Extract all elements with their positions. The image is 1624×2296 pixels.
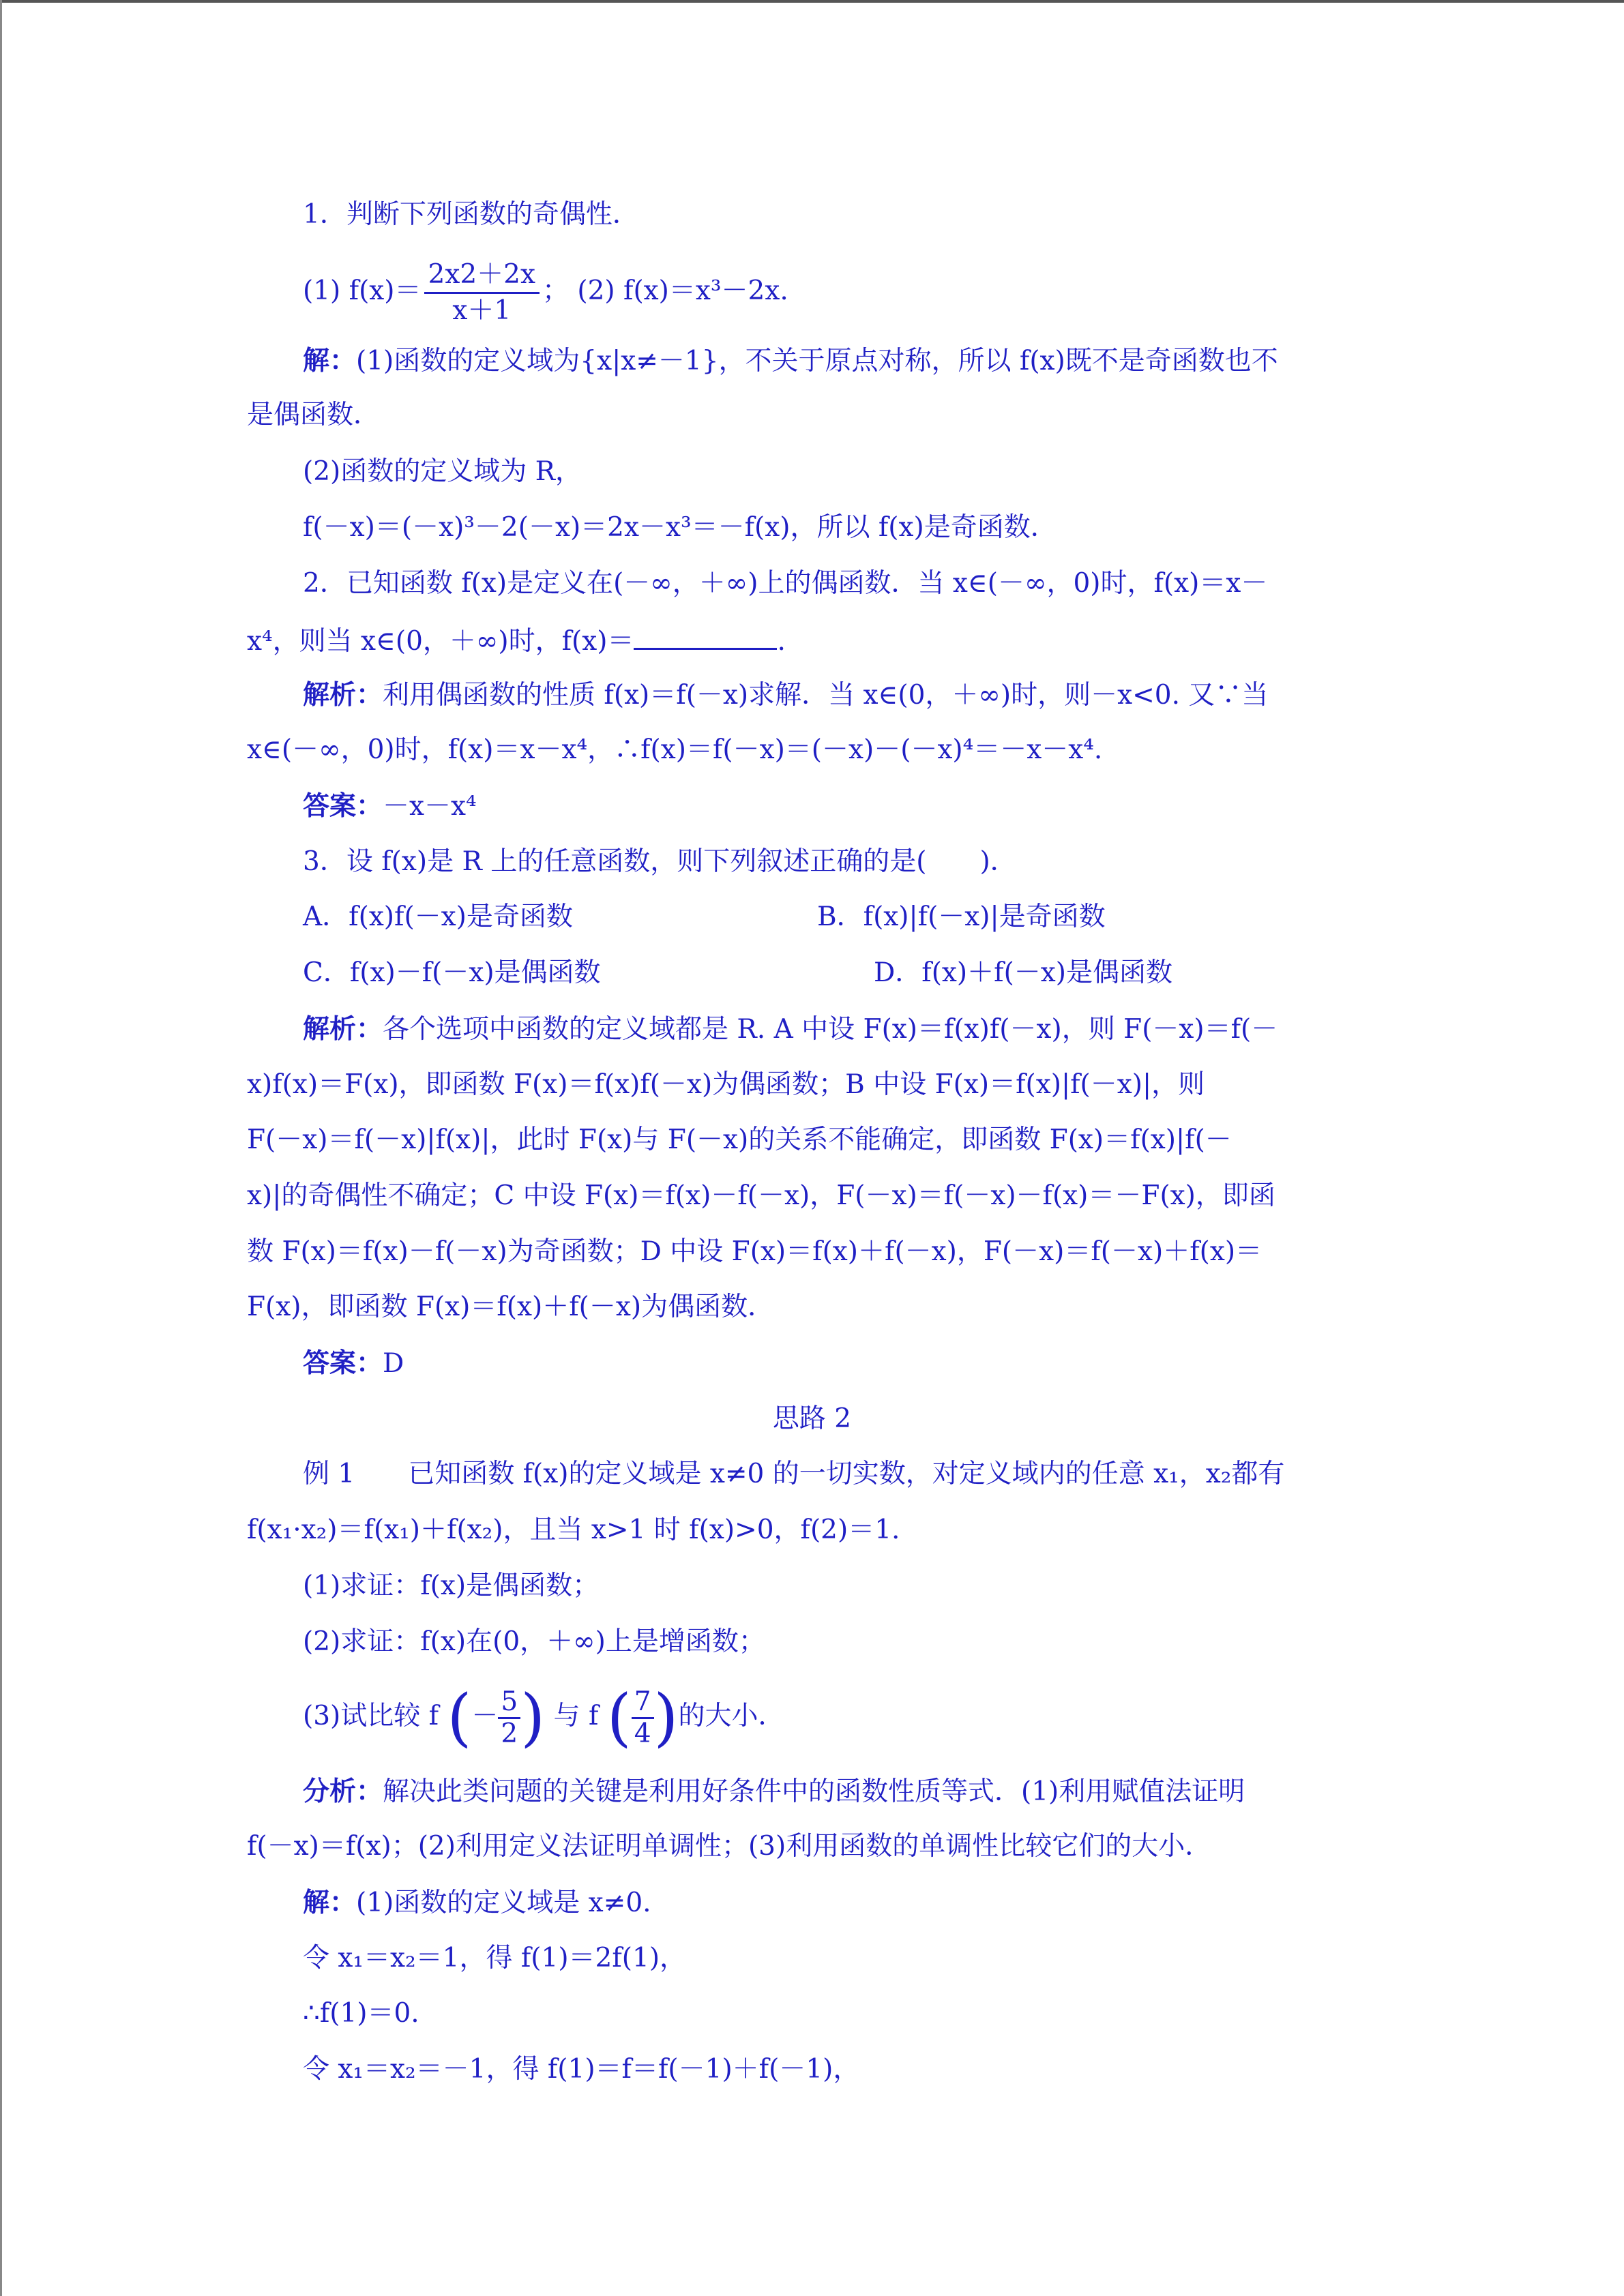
ex1-part3-paren-close2: ) [653,1681,679,1754]
q1-f1-denominator: x＋1 [452,295,512,326]
ex1-solution-line3: ∴f(1)＝0. [303,1998,419,2029]
q3-answer [303,1347,404,1380]
ex1-part3-text: (3)试比较 f [303,1701,439,1731]
ex1-stem-line2: f(x₁·x₂)＝f(x₁)＋f(x₂)，且当 x>1 时 f(x)>0，f(2)＝1. [247,1515,900,1545]
section-heading: 思路 2 [772,1403,852,1434]
q3-analysis-line4: x)|的奇偶性不确定；C 中设 F(x)＝f(x)－f(－x)，F(－x)＝f(－x)－f(x)＝－F(x)，即函 [247,1180,1275,1211]
q1-solution-line4: f(－x)＝(－x)³－2(－x)＝2x－x³＝－f(x)，所以 f(x)是奇函数． [303,512,1057,543]
ex1-analysis-line1 [303,1775,1245,1808]
ex1-analysis-text1: 解决此类问题的关键是利用好条件中的函数性质等式．(1)利用赋值法证明 [383,1776,1245,1807]
q3-analysis-label: 解析： [303,1013,383,1045]
q1-f1-fraction [424,258,540,328]
q1-solution-line2: 是偶函数． [247,400,381,430]
ex1-part3-frac2-num: 7 [632,1687,654,1719]
q1-part1-label: (1) [303,275,341,306]
q3-analysis-line2: x)f(x)＝F(x)，即函数 F(x)＝f(x)f(－x)为偶函数；B 中设 F(x)＝f(x)|f(－x)|，则 [247,1069,1205,1100]
q2-answer [303,790,477,823]
q2-answer-blank [634,623,777,650]
q1-f1-lhs: f(x)＝ [349,275,422,306]
ex1-analysis-label: 分析： [303,1776,383,1807]
ex1-analysis-line2: f(－x)＝f(x)；(2)利用定义法证明单调性；(3)利用函数的单调性比较它们的大小． [247,1831,1212,1862]
q2-analysis-text1: 利用偶函数的性质 f(x)＝f(－x)求解．当 x∈(0，＋∞)时，则－x<0. 又∵当 [383,680,1269,711]
q2-answer-label: 答案： [303,790,383,822]
ex1-solution-text1: (1)函数的定义域是 x≠0. [356,1888,651,1918]
page-top-border [0,0,1624,3]
q1-solution-line1 [303,344,1278,378]
q3-option-b: B．f(x)|f(－x)|是奇函数 [817,901,1106,932]
q2-analysis-line2: x∈(－∞，0)时，f(x)＝x－x⁴，∴f(x)＝f(－x)＝(－x)－(－x)⁴＝－x－x⁴. [247,734,1103,765]
ex1-solution-line1 [303,1886,651,1920]
q1-title: 1．判断下列函数的奇偶性． [303,199,639,230]
q2-stem-text: x⁴，则当 x∈(0，＋∞)时，f(x)＝ [247,626,634,657]
q1-solution-label: 解： [303,345,357,376]
ex1-part3-paren-close1: ) [520,1681,546,1754]
ex1-part3-frac2-den: 4 [634,1718,651,1749]
q3-option-c: C．f(x)－f(－x)是偶函数 [303,957,601,988]
q2-stem-line2 [247,623,786,658]
ex1-stem-line1: 例 1 已知函数 f(x)的定义域是 x≠0 的一切实数，对定义域内的任意 x₁，x₂都有 [303,1459,1285,1489]
q2-stem-line1: 2．已知函数 f(x)是定义在(－∞，＋∞)上的偶函数．当 x∈(－∞，0)时，f(x)＝x－ [303,568,1268,599]
ex1-part3-frac1-den: 2 [501,1718,518,1749]
q3-analysis-text1: 各个选项中函数的定义域都是 R. A 中设 F(x)＝f(x)f(－x)，则 F(－x)＝f(－ [383,1014,1278,1045]
q1-solution-text1: (1)函数的定义域为{x|x≠－1}，不关于原点对称，所以 f(x)既不是奇函数也不 [356,346,1278,376]
ex1-part3-paren-open2: ( [606,1681,632,1754]
q3-answer-label: 答案： [303,1347,383,1379]
ex1-part3-neg: － [471,1701,499,1731]
ex1-part3-end: 的大小． [678,1701,785,1731]
ex1-part1: (1)求证：f(x)是偶函数； [303,1570,600,1601]
ex1-part3 [303,1679,784,1754]
ex1-solution-line4: 令 x₁＝x₂＝－1，得 f(1)＝f＝f(－1)＋f(－1)， [303,2054,860,2085]
ex1-part3-mid: 与 f [553,1701,599,1731]
q3-answer-value: D [383,1348,404,1379]
q3-analysis-line3: F(－x)＝f(－x)|f(x)|，此时 F(x)与 F(－x)的关系不能确定，即函数 F(x)＝f(x)|f(－ [247,1124,1232,1155]
q2-answer-value: －x－x⁴ [383,791,477,822]
page-left-border [0,0,2,2296]
q2-analysis-label: 解析： [303,679,383,711]
q1-functions [303,254,788,329]
q3-option-a: A．f(x)f(－x)是奇函数 [303,901,573,932]
q3-analysis-line1 [303,1013,1278,1046]
ex1-part3-paren-open1: ( [447,1681,472,1754]
q1-f2: (2) f(x)＝x³－2x. [577,275,788,306]
ex1-part3-frac1-num: 5 [498,1687,520,1719]
q3-analysis-line6: F(x)，即函数 F(x)＝f(x)＋f(－x)为偶函数． [247,1292,775,1322]
ex1-part2: (2)求证：f(x)在(0，＋∞)上是增函数； [303,1626,765,1657]
q1-solution-line3: (2)函数的定义域为 R， [303,456,582,487]
ex1-solution-label: 解： [303,1887,357,1918]
q1-separator: ； [542,275,569,306]
ex1-part3-frac2 [632,1687,654,1749]
q1-f1-numerator: 2x2＋2x [424,258,540,294]
q3-analysis-line5: 数 F(x)＝f(x)－f(－x)为奇函数；D 中设 F(x)＝f(x)＋f(－x)，F(－x)＝f(－x)＋f(x)＝ [247,1236,1263,1267]
q3-stem: 3．设 f(x)是 R 上的任意函数，则下列叙述正确的是( )． [303,846,1017,877]
ex1-solution-line2: 令 x₁＝x₂＝1，得 f(1)＝2f(1)， [303,1943,687,1973]
q3-option-d: D．f(x)＋f(－x)是偶函数 [874,957,1172,988]
ex1-part3-frac1 [498,1687,520,1749]
q2-analysis-line1 [303,679,1268,712]
q2-stem-end: . [777,626,786,657]
